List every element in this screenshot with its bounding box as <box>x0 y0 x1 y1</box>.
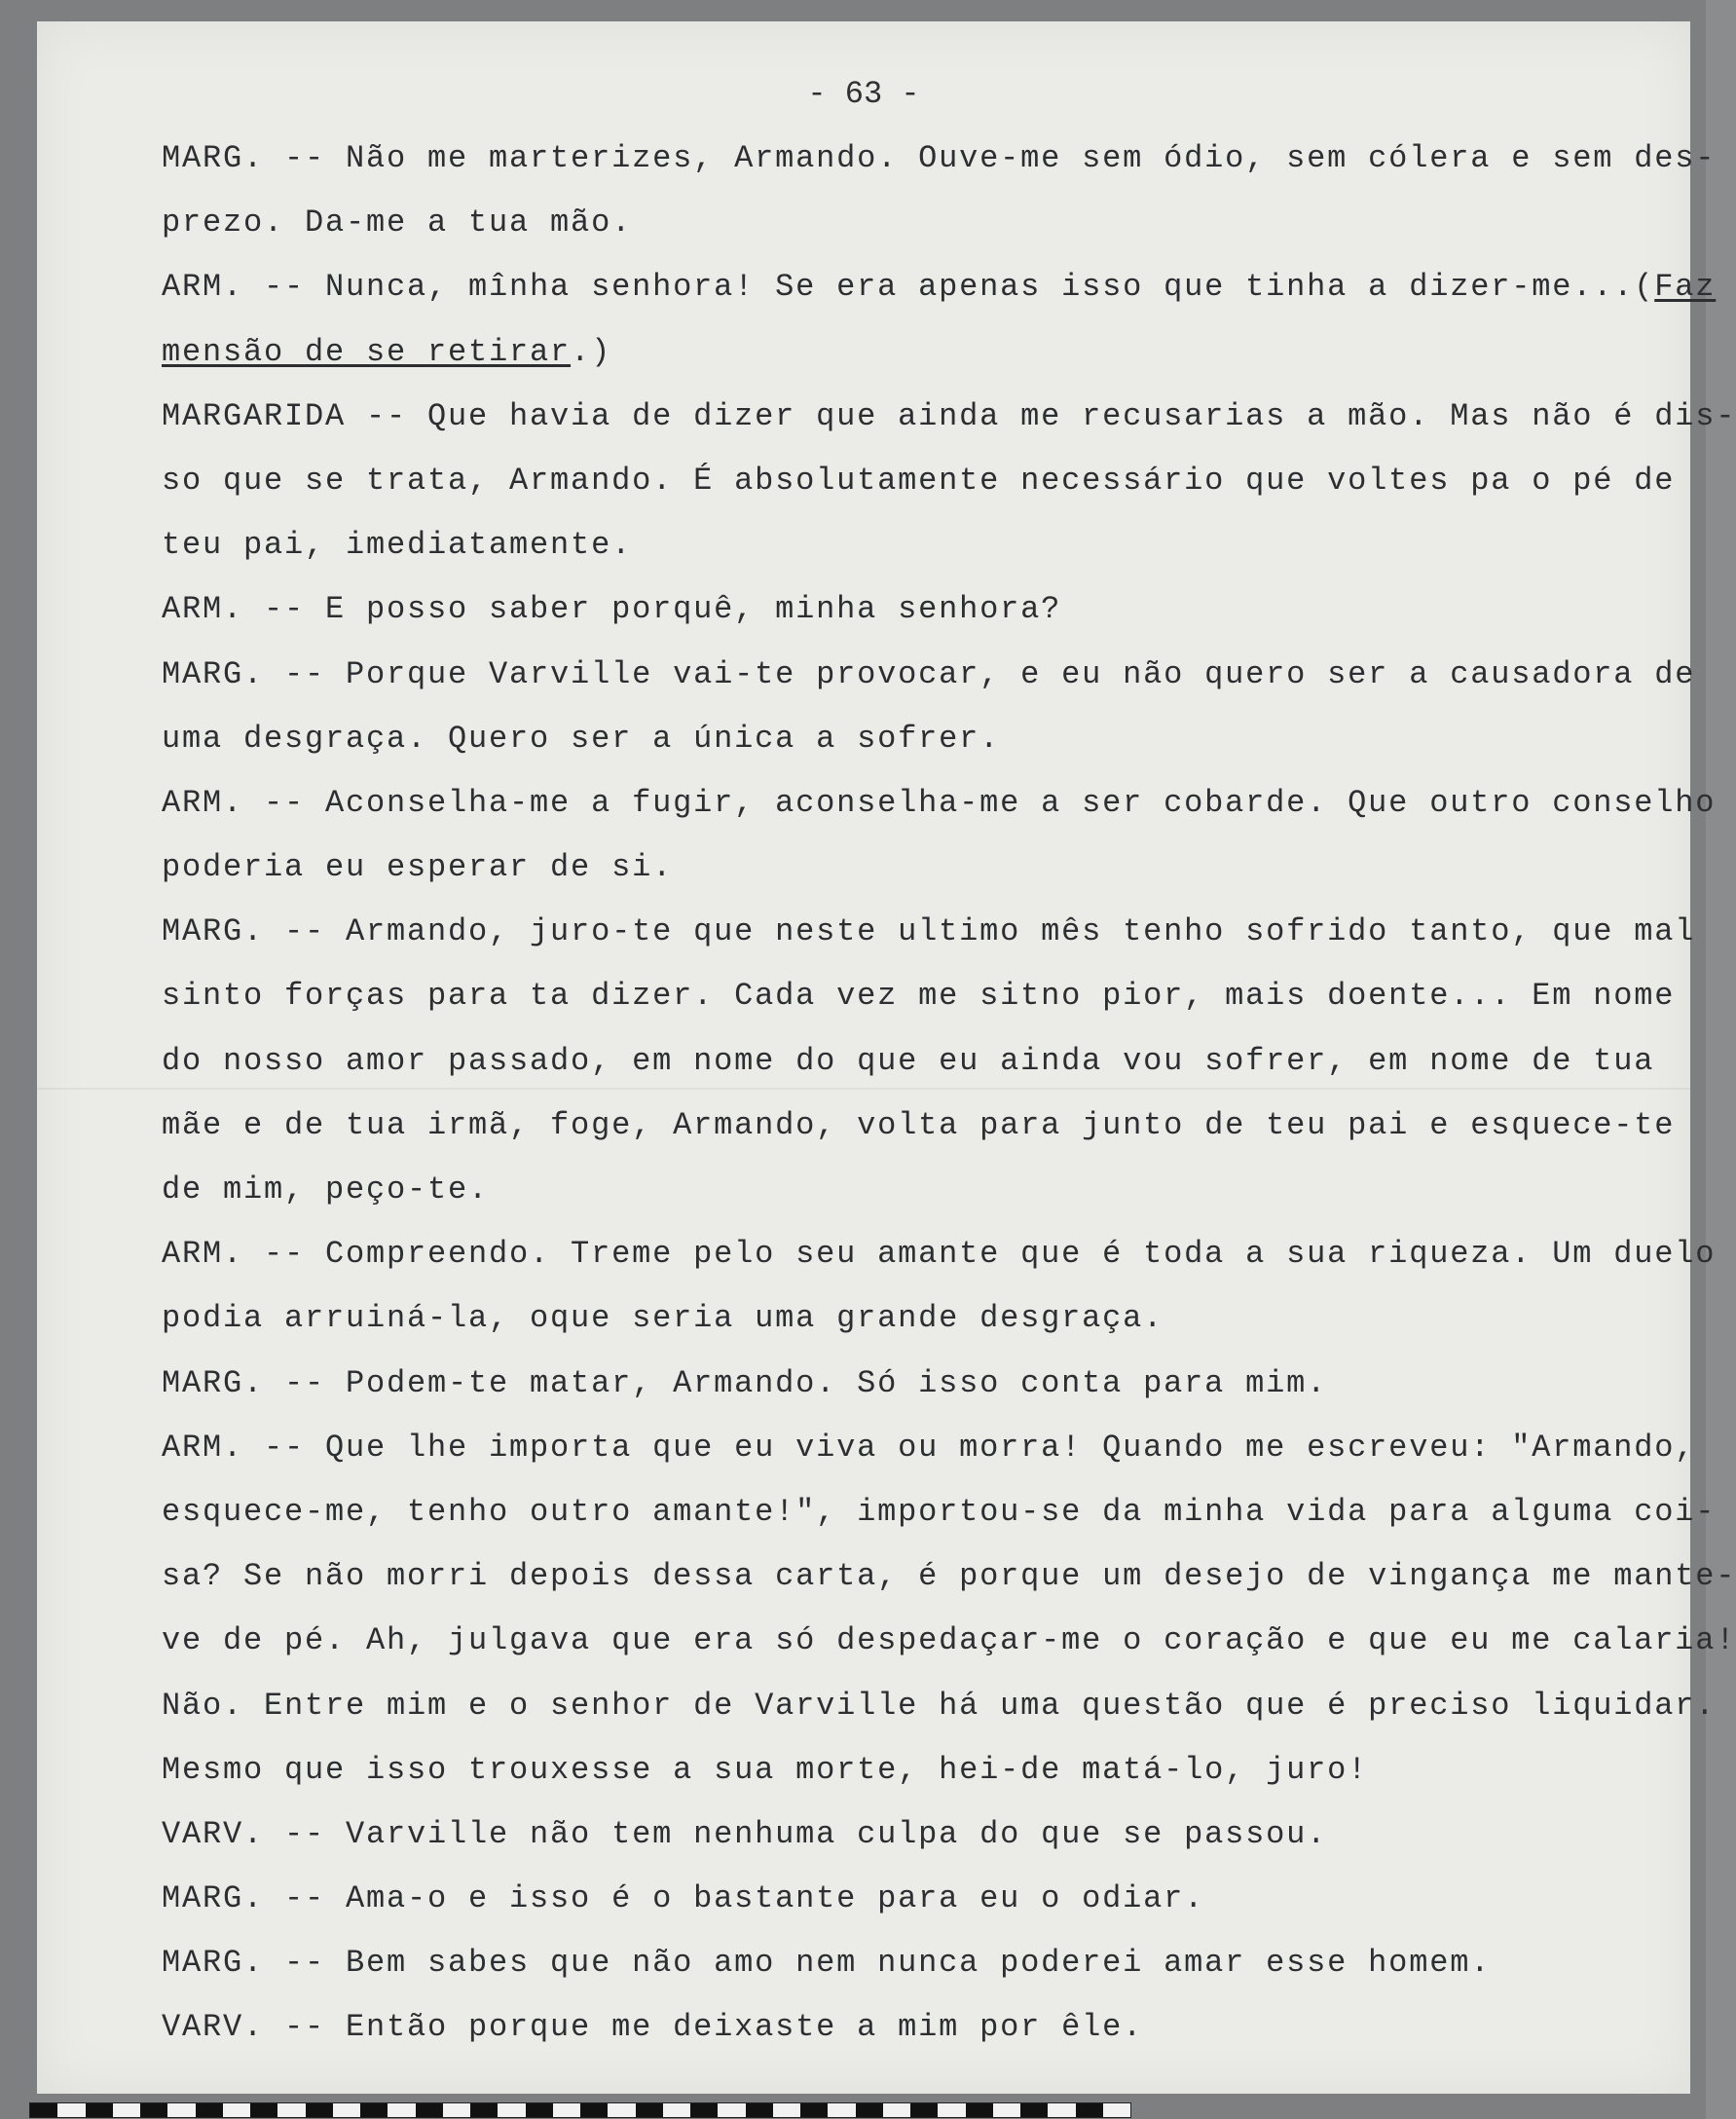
typewritten-page <box>37 21 1736 2094</box>
text-line <box>162 203 1690 267</box>
ruler-segment <box>1076 2103 1103 2117</box>
text-segment: MARGARIDA -- Que havia de dizer que ainda me recusarias a mão. Mas não é dis- <box>162 397 1736 434</box>
text-line <box>162 2007 1690 2071</box>
dialogue-paragraph <box>162 589 1690 653</box>
dialogue-paragraph <box>162 138 1717 267</box>
text-segment: Mesmo que isso trouxesse a sua morte, hei-de matá-lo, juro! <box>162 1751 1369 1788</box>
ruler-segment <box>553 2103 580 2117</box>
script-text <box>162 138 1736 2072</box>
text-segment: do nosso amor passado, em nome do que eu ainda vou sofrer, em nome de tua <box>162 1042 1655 1079</box>
text-segment: sinto forças para ta dizer. Cada vez me sitno pior, mais doente... Em nome <box>162 978 1676 1015</box>
ruler-segment <box>498 2103 525 2117</box>
page-number: - 63 - <box>807 76 920 112</box>
text-segment: ARM. -- Aconselha-me a fugir, aconselha-me a ser cobarde. Que outro conselho <box>162 784 1717 821</box>
text-line <box>162 1878 1690 1943</box>
text-segment: de mim, peço-te. <box>162 1171 490 1208</box>
text-line <box>162 589 1690 653</box>
ruler-segment <box>86 2103 113 2117</box>
text-line <box>162 783 1717 847</box>
ruler-segment <box>470 2103 498 2117</box>
ruler-segment <box>966 2103 993 2117</box>
text-segment: VARV. -- Varville não tem nenhuma culpa do que se passou. <box>162 1815 1328 1852</box>
text-line <box>162 138 1717 203</box>
text-line <box>162 1620 1736 1685</box>
ruler-segment <box>306 2103 333 2117</box>
text-line <box>162 1814 1690 1878</box>
ruler-segment <box>828 2103 855 2117</box>
ruler-segment <box>360 2103 388 2117</box>
ruler-segment <box>636 2103 663 2117</box>
ruler-segment <box>57 2103 85 2117</box>
text-line <box>162 1234 1717 1298</box>
dialogue-paragraph <box>162 911 1696 1234</box>
text-segment: ARM. -- Compreendo. Treme pelo seu amante que é toda a sua riqueza. Um duelo <box>162 1236 1717 1273</box>
ruler-segment <box>443 2103 470 2117</box>
text-line <box>162 1750 1690 1814</box>
text-line <box>162 1041 1690 1105</box>
dialogue-paragraph <box>162 1428 1736 1814</box>
ruler-segment <box>993 2103 1020 2117</box>
text-line <box>162 976 1690 1040</box>
text-line <box>162 1492 1717 1556</box>
scale-ruler <box>29 2102 1131 2118</box>
text-segment: MARG. -- Porque Varville vai-te provocar, e eu não quero ser a causadora de <box>162 655 1696 692</box>
text-segment: ARM. -- Que lhe importa que eu viva ou morra! Quando me escreveu: "Armando, <box>162 1429 1696 1466</box>
text-line <box>162 1363 1690 1428</box>
text-segment: MARG. -- Bem sabes que não amo nem nunca poderei amar esse homem. <box>162 1945 1492 1982</box>
text-line <box>162 267 1717 331</box>
dialogue-paragraph <box>162 267 1717 395</box>
ruler-segment <box>223 2103 250 2117</box>
text-segment: .) <box>571 333 612 370</box>
text-segment: poderia eu esperar de si. <box>162 849 674 886</box>
ruler-segment <box>718 2103 745 2117</box>
text-segment: teu pai, imediatamente. <box>162 527 633 564</box>
text-line <box>162 654 1696 719</box>
ruler-segment <box>167 2103 195 2117</box>
ruler-segment <box>416 2103 443 2117</box>
text-line <box>162 1170 1690 1234</box>
text-line <box>162 1686 1717 1750</box>
ruler-segment <box>333 2103 360 2117</box>
text-segment: VARV. -- Então porque me deixaste a mim por êle. <box>162 2009 1144 2046</box>
text-segment: ARM. -- Nunca, mînha senhora! Se era apenas isso que tinha a dizer-me...( <box>162 269 1655 306</box>
ruler-segment <box>746 2103 773 2117</box>
ruler-segment <box>910 2103 938 2117</box>
text-line <box>162 911 1696 976</box>
ruler-segment <box>388 2103 415 2117</box>
dialogue-paragraph <box>162 654 1696 783</box>
text-segment: podia arruiná-la, oque seria uma grande desgraça. <box>162 1300 1164 1337</box>
text-line <box>162 1105 1690 1170</box>
dialogue-paragraph <box>162 1878 1690 1943</box>
text-segment: so que se trata, Armando. É absolutamente necessário que voltes pa o pé de <box>162 462 1676 499</box>
ruler-segment <box>1048 2103 1075 2117</box>
text-line <box>162 847 1690 911</box>
ruler-segment <box>250 2103 277 2117</box>
ruler-segment <box>277 2103 305 2117</box>
text-line <box>162 525 1690 589</box>
ruler-segment <box>800 2103 828 2117</box>
ruler-segment <box>663 2103 690 2117</box>
text-segment: prezo. Da-me a tua mão. <box>162 204 633 242</box>
text-segment: MARG. -- Ama-o e isso é o bastante para eu o odiar. <box>162 1880 1205 1917</box>
text-segment: Não. Entre mim e o senhor de Varville há uma questão que é preciso liquidar. <box>162 1687 1717 1724</box>
underlined-text: Faz <box>1654 269 1717 306</box>
text-segment: ve de pé. Ah, julgava que era só despedaçar-me o coração e que eu me calaria! <box>162 1622 1736 1659</box>
ruler-segment <box>140 2103 167 2117</box>
dialogue-paragraph <box>162 2007 1690 2071</box>
dialogue-paragraph <box>162 1363 1690 1428</box>
ruler-segment <box>1103 2103 1130 2117</box>
ruler-segment <box>1020 2103 1048 2117</box>
text-line <box>162 1943 1690 2007</box>
text-line <box>162 332 1690 396</box>
ruler-segment <box>580 2103 608 2117</box>
dialogue-paragraph <box>162 783 1717 911</box>
text-segment: MARG. -- Podem-te matar, Armando. Só isso conta para mim. <box>162 1364 1328 1401</box>
text-segment: mãe e de tua irmã, foge, Armando, volta para junto de teu pai e esquece-te <box>162 1106 1676 1143</box>
dialogue-paragraph <box>162 396 1736 590</box>
text-line <box>162 1298 1690 1362</box>
text-segment: sa? Se não morri depois dessa carta, é porque um desejo de vingança me mante- <box>162 1558 1736 1595</box>
text-segment: MARG. -- Não me marterizes, Armando. Ouve-me sem ódio, sem cólera e sem des- <box>162 140 1717 176</box>
text-line <box>162 396 1736 461</box>
text-segment: esquece-me, tenho outro amante!", importou-se da minha vida para alguma coi- <box>162 1493 1717 1530</box>
text-line <box>162 719 1690 783</box>
ruler-segment <box>938 2103 965 2117</box>
ruler-segment <box>30 2103 57 2117</box>
ruler-segment <box>883 2103 910 2117</box>
text-line <box>162 1428 1696 1492</box>
dialogue-paragraph <box>162 1943 1690 2007</box>
ruler-segment <box>773 2103 800 2117</box>
ruler-segment <box>608 2103 635 2117</box>
ruler-segment <box>196 2103 223 2117</box>
text-segment: uma desgraça. Quero ser a única a sofrer. <box>162 720 1001 757</box>
ruler-segment <box>526 2103 553 2117</box>
dialogue-paragraph <box>162 1234 1717 1362</box>
text-segment: MARG. -- Armando, juro-te que neste ultimo mês tenho sofrido tanto, que mal <box>162 913 1696 950</box>
text-line <box>162 461 1690 525</box>
ruler-segment <box>113 2103 140 2117</box>
ruler-segment <box>690 2103 718 2117</box>
ruler-segment <box>856 2103 883 2117</box>
dialogue-paragraph <box>162 1814 1690 1878</box>
text-segment: ARM. -- E posso saber porquê, minha senhora? <box>162 591 1062 628</box>
underlined-text: mensão de se retirar <box>162 333 572 370</box>
text-line <box>162 1556 1736 1620</box>
